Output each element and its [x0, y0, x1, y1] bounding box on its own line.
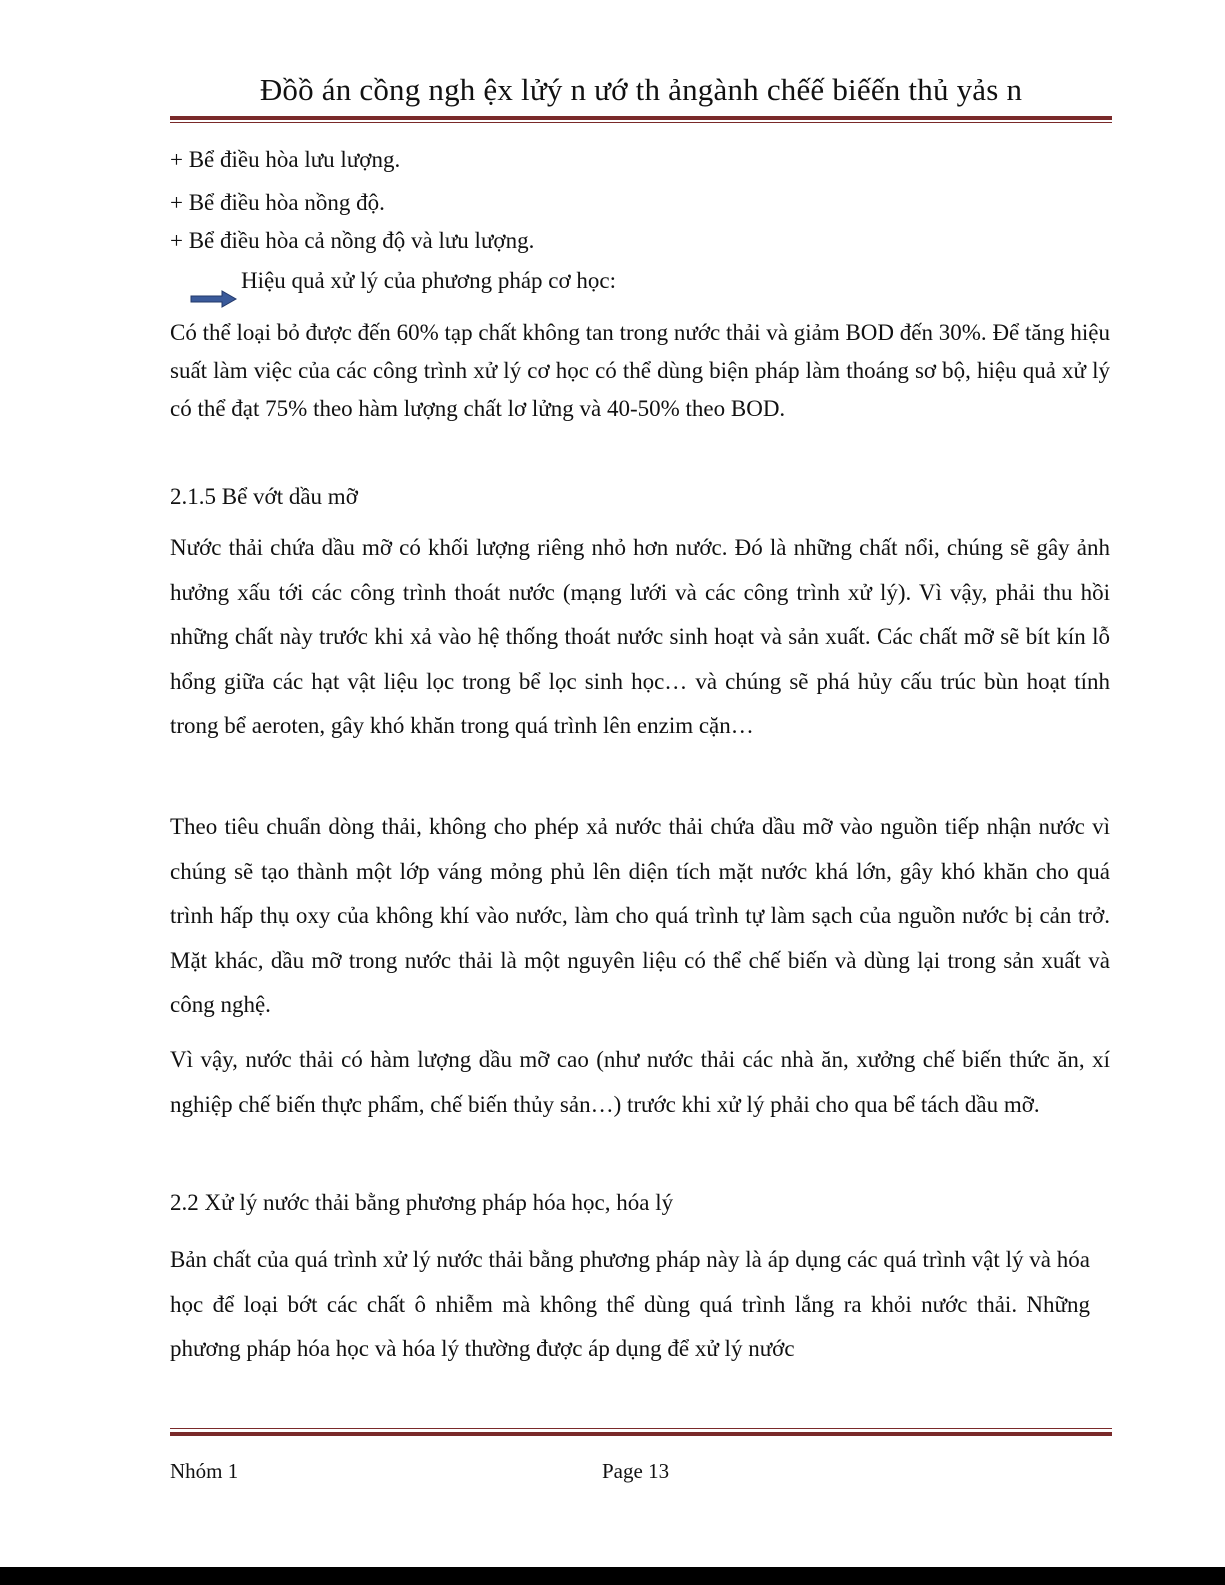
bullet-item: + Bể điều hòa lưu lượng. [170, 147, 401, 172]
right-arrow-icon [190, 289, 238, 309]
header-rule [170, 116, 1112, 120]
bullet-item: + Bể điều hòa nồng độ. [170, 190, 385, 215]
paragraph-mechanical-efficiency: Có thể loại bỏ được đến 60% tạp chất không tan trong nước thải và giảm BOD đến 30%. Để tăng hiệu suất làm việc của các công trình xử lý cơ học có thể dùng biện pháp làm thoáng sơ bộ, hiệu quả xử lý có thể đạt 75% theo hàm lượng chất lơ lửng và 40-50% theo BOD. [170, 320, 1110, 421]
footer-group-label: Nhóm 1 [170, 1459, 239, 1483]
bottom-edge-bar [0, 1567, 1225, 1585]
bullet-item: + Bể điều hòa cả nồng độ và lưu lượng. [170, 228, 535, 253]
footer-rule-thin [170, 1428, 1112, 1429]
section-heading-2-2: 2.2 Xử lý nước thải bằng phương pháp hóa học, hóa lý [170, 1190, 674, 1215]
paragraph-grease-separator: Vì vậy, nước thải có hàm lượng dầu mỡ cao (như nước thải các nhà ăn, xưởng chế biến thức ăn, xí nghiệp chế biến thực phẩm, chế biến thủy sản…) trước khi xử lý phải cho qua bể tách dầu mỡ. [170, 1047, 1110, 1117]
header-title: Đồồ án cồng ngh ệx lửý n ướ th ảngành chếế biếến thủ yảs n [259, 72, 1023, 107]
header-rule-thin [170, 122, 1112, 123]
section-heading-2-1-5: 2.1.5 Bể vớt dầu mỡ [170, 484, 358, 509]
footer-rule [170, 1432, 1112, 1436]
footer-page-number: Page 13 [602, 1459, 670, 1483]
paragraph-grease-properties: Nước thải chứa dầu mỡ có khối lượng riêng nhỏ hơn nước. Đó là những chất nổi, chúng sẽ gây ảnh hưởng xấu tới các công trình thoát nước (mạng lưới và các công trình xử lý). Vì vậy, phải thu hồi những chất này trước khi xả vào hệ thống thoát nước sinh hoạt và sản xuất. Các chất mỡ sẽ bít kín lỗ hổng giữa các hạt vật liệu lọc trong bể lọc sinh học… và chúng sẽ phá hủy cấu trúc bùn hoạt tính trong bể aeroten, gây khó khăn trong quá trình lên enzim cặn… [170, 535, 1110, 738]
arrow-label: Hiệu quả xử lý của phương pháp cơ học: [241, 268, 616, 293]
paragraph-discharge-standard: Theo tiêu chuẩn dòng thải, không cho phép xả nước thải chứa dầu mỡ vào nguồn tiếp nhận nước vì chúng sẽ tạo thành một lớp váng mỏng phủ lên diện tích mặt nước khá lớn, gây khó khăn cho quá trình hấp thụ oxy của không khí vào nước, làm cho quá trình tự làm sạch của nguồn nước bị cản trở. Mặt khác, dầu mỡ trong nước thải là một nguyên liệu có thể chế biến và dùng lại trong sản xuất và công nghệ. [170, 814, 1110, 1017]
paragraph-chemical-methods: Bản chất của quá trình xử lý nước thải bằng phương pháp này là áp dụng các quá trình vật lý và hóa học để loại bớt các chất ô nhiễm mà không thể dùng quá trình lắng ra khỏi nước thải. Những phương pháp hóa học và hóa lý thường được áp dụng để xử lý nước [170, 1247, 1090, 1361]
